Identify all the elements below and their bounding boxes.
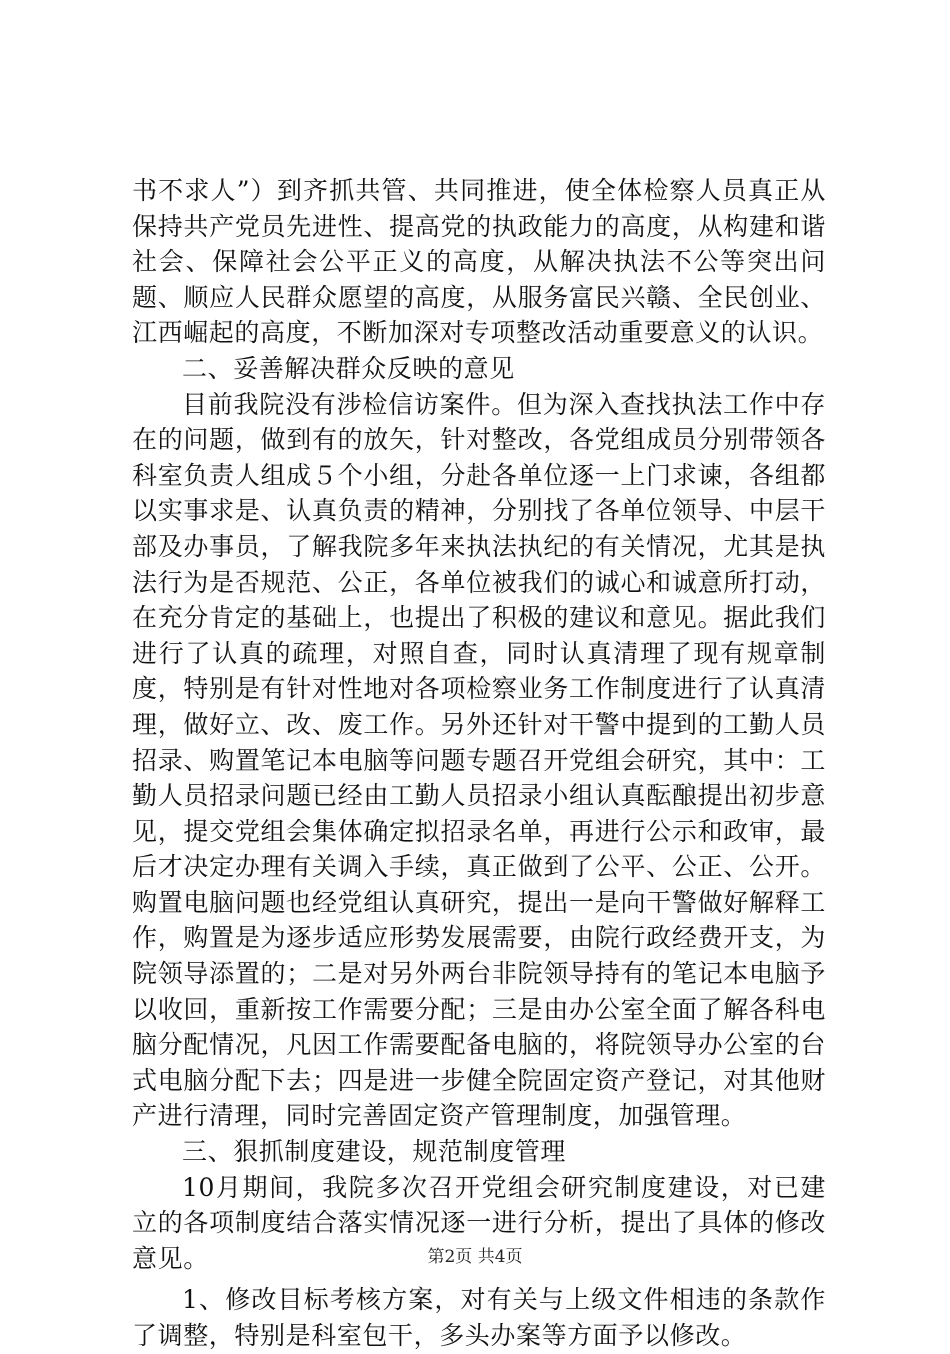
paragraph-continued: 书不求人”）到齐抓共管、共同推进，使全体检察人员真正从保持共产党员先进性、提高党的执政能力的高度，从构建和谐社会、保障社会公平正义的高度，从解决执法不公等突出问题、顺应人民群众愿望的高度，从服务富民兴赣、全民创业、江西崛起的高度，不断加深对专项整改活动重要意义的认识。 — [132, 176, 826, 348]
document-body — [132, 173, 826, 1354]
section-heading-3: 三、狠抓制度建设，规范制度管理 — [182, 1137, 567, 1167]
page-footer — [0, 1245, 950, 1269]
paragraph: 10月期间，我院多次召开党组会研究制度建设，对已建立的各项制度结合落实情况逐一进行分析，提出了具体的修改意见。 — [132, 1172, 826, 1273]
page-number: 第2页 共4页 — [427, 1247, 523, 1267]
paragraph-list-item: 1、修改目标考核方案，对有关与上级文件相违的条款作了调整，特别是科室包干，多头办案等方面予以修改。 — [132, 1285, 826, 1350]
paragraph: 目前我院没有涉检信访案件。但为深入查找执法工作中存在的问题，做到有的放矢，针对整改，各党组成员分别带领各科室负责人组成５个小组，分赴各单位逐一上门求谏，各组都以实事求是、认真负责的精神，分别找了各单位领导、中层干部及办事员，了解我院多年来执法执纪的有关情况，尤其是执法行为是否规范、公正，各单位被我们的诚心和诚意所打动，在充分肯定的基础上，也提出了积极的建议和意见。据此我们进行了认真的疏理，对照自查，同时认真清理了现有规章制度，特别是有针对性地对各项检察业务工作制度进行了认真清理，做好立、改、废工作。另外还针对干警中提到的工勤人员招录、购置笔记本电脑等问题专题召开党组会研究，其中：工勤人员招录问题已经由工勤人员招录小组认真酝酿提出初步意见，提交党组会集体确定拟招录名单，再进行公示和政审，最后才决定办理有关调入手续，真正做到了公平、公正、公开。购置电脑问题也经党组认真研究，提出一是向干警做好解释工作，购置是为逐步适应形势发展需要，由院行政经费开支，为院领导添置的；二是对另外两台非院领导持有的笔记本电脑予以收回，重新按工作需要分配；三是由办公室全面了解各科电脑分配情况，凡因工作需要配备电脑的，将院领导办公室的台式电脑分配下去；四是进一步健全院固定资产登记，对其他财产进行清理，同时完善固定资产管理制度，加强管理。 — [132, 389, 826, 1131]
section-heading-2: 二、妥善解决群众反映的意见 — [182, 353, 515, 383]
